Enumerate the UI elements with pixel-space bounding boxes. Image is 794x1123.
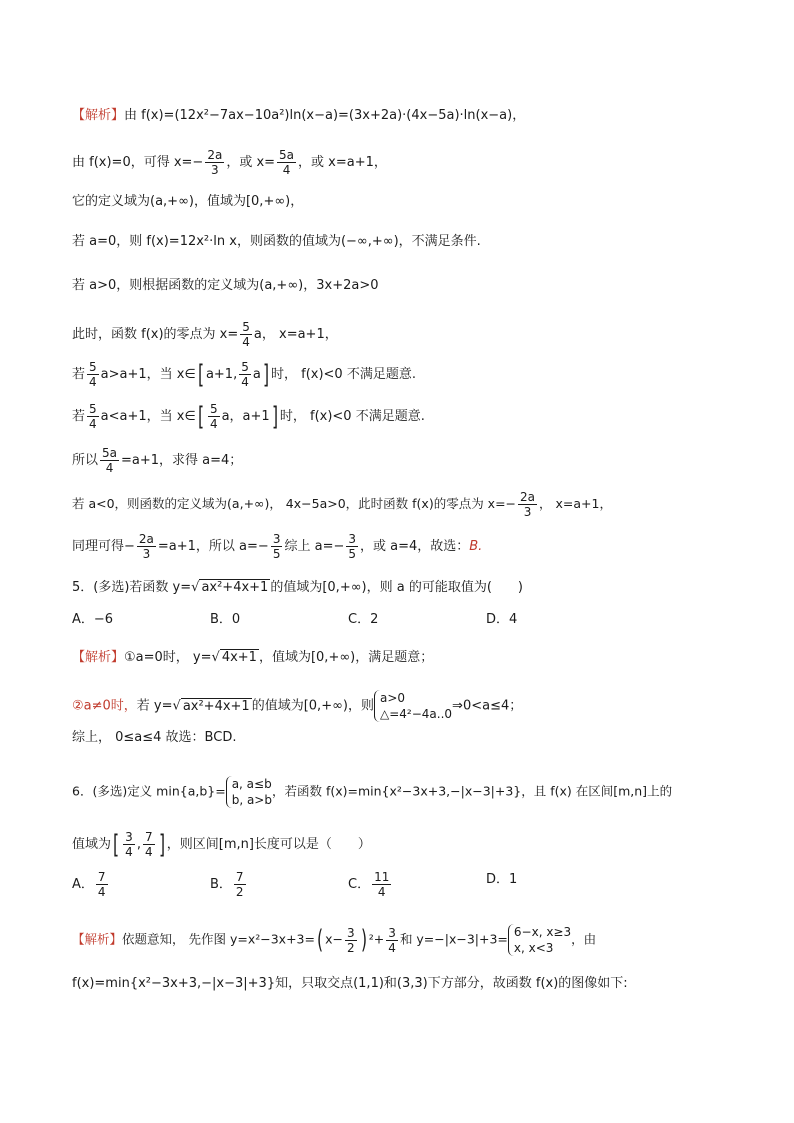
text: ，或 a=4，故选： xyxy=(360,539,470,554)
numerator: 5 xyxy=(89,360,97,374)
solution-label: 【解析】 xyxy=(72,650,125,665)
denominator: 4 xyxy=(242,335,250,349)
solution-line-10 xyxy=(72,490,612,519)
fraction xyxy=(137,532,156,561)
question-5-solution-2: ②a≠0时，若 y=√ ax²+4x+1 的值域为[0,+∞)，则 a>0 △=4²−4a..0 ⇒0<a≤4； xyxy=(72,691,523,721)
left-paren: ( xyxy=(317,925,324,955)
question-5-solution-3: 综上， 0≤a≤4 故选：BCD. xyxy=(72,730,237,745)
text: 由 f(x)=(12x²−7ax−10a²)ln(x−a)=(3x+2a)·(4x−5a)·ln(x−a)， xyxy=(124,108,526,123)
text: 若 xyxy=(72,409,86,424)
solution-label: 【解析】 xyxy=(72,108,125,123)
case-line: 6−x, x≥3 xyxy=(513,925,572,939)
text: ，或 x=a+1， xyxy=(298,155,387,170)
text: ²+ xyxy=(368,931,385,947)
denominator: 3 xyxy=(523,505,532,519)
text: 依题意知， 先作图 y=x²−3x+3= xyxy=(122,931,315,947)
solution-line-2 xyxy=(72,148,387,177)
left-bracket: [ xyxy=(197,401,204,432)
text: a>a+1，当 x∈ xyxy=(100,367,196,382)
text: a+1, xyxy=(205,367,238,382)
case-line: b, a>b xyxy=(231,793,272,807)
text: x− xyxy=(325,931,343,947)
solution-line-9 xyxy=(72,446,242,475)
numerator: 3 xyxy=(348,532,356,546)
text: 值域为 xyxy=(72,837,112,852)
text: 综上 a=− xyxy=(284,539,345,554)
numerator: 5 xyxy=(89,402,97,416)
denominator: 4 xyxy=(388,940,396,955)
option-letter: C． xyxy=(348,877,371,892)
case-line: a>0 xyxy=(380,691,406,705)
question-5-option-d: D．4 xyxy=(486,612,518,627)
radicand: ax²+4x+1 xyxy=(182,698,250,714)
fraction xyxy=(87,360,99,389)
text: 若 y= xyxy=(136,698,173,714)
case-brace xyxy=(374,690,452,722)
numerator: 11 xyxy=(374,870,390,884)
fraction xyxy=(372,870,391,899)
denominator: 4 xyxy=(97,885,106,899)
numerator: 7 xyxy=(144,830,153,844)
option-letter: A． xyxy=(72,877,94,892)
text: 时， f(x)<0 不满足题意. xyxy=(279,409,425,424)
solution-line-11 xyxy=(72,532,482,561)
text: 时， f(x)<0 不满足题意. xyxy=(270,367,416,382)
fraction xyxy=(386,926,398,955)
text: ①a=0时， y= xyxy=(124,650,212,665)
solution-line-8 xyxy=(72,402,425,431)
case-line: x, x<3 xyxy=(513,941,554,955)
text: 由 f(x)=0，可得 x=− xyxy=(72,155,204,170)
case-brace xyxy=(226,776,272,808)
solution-line-5: 若 a>0，则根据函数的定义域为(a,+∞)，3x+2a>0 xyxy=(72,278,379,293)
text: ⇒0<a≤4； xyxy=(452,698,523,714)
text: ， x=a+1， xyxy=(539,496,612,511)
denominator: 4 xyxy=(377,885,386,899)
text: ，值域为[0,+∞)，满足题意； xyxy=(258,650,434,665)
text: 的值域为[0,+∞)，则 a 的可能取值为( ) xyxy=(270,580,523,595)
denominator: 5 xyxy=(272,547,281,561)
text: ，若函数 f(x)=min{x²−3x+3,−|x−3|+3}，且 f(x) 在区间[m,n]上的 xyxy=(271,783,673,799)
question-5-option-a: A．−6 xyxy=(72,612,114,627)
solution-line-4: 若 a=0，则 f(x)=12x²·ln x，则函数的值域为(−∞,+∞)，不满足条件. xyxy=(72,234,481,249)
text: =a+1，所以 a=− xyxy=(157,539,269,554)
fraction xyxy=(205,148,224,177)
text: 所以 xyxy=(72,453,99,468)
fraction xyxy=(87,402,99,431)
text: 和 y=−|x−3|+3= xyxy=(399,931,508,947)
numerator: 7 xyxy=(97,870,106,884)
fraction xyxy=(346,532,358,561)
denominator: 2 xyxy=(347,940,355,955)
numerator: 5 xyxy=(242,320,250,334)
solution-line-7 xyxy=(72,360,416,389)
question-6-stem-line-2: 值域为[ $\frac{3}{4}$ , $\frac{7}{4}$ ] ，则区间[m,n]长度可以是（ ） xyxy=(72,829,371,860)
text: 若 xyxy=(72,367,86,382)
numerator: 2a xyxy=(520,490,536,504)
numerator: 7 xyxy=(235,870,244,884)
question-5-stem: 5．(多选)若函数 y=√ ax²+4x+1 的值域为[0,+∞)，则 a 的可能取值为( ) xyxy=(72,580,523,595)
denominator: 4 xyxy=(89,375,97,389)
numerator: 2a xyxy=(138,532,154,546)
right-paren: ) xyxy=(360,925,367,955)
numerator: 5 xyxy=(241,360,249,374)
question-6-option-d: D．1 xyxy=(486,872,518,887)
fraction xyxy=(240,320,252,349)
denominator: 3 xyxy=(142,547,151,561)
case-line: a, a≤b xyxy=(231,777,272,791)
left-bracket: [ xyxy=(113,829,120,860)
right-bracket: ] xyxy=(158,829,165,860)
answer-text: B. xyxy=(469,539,483,554)
text: a xyxy=(252,367,261,382)
solution-line-1 xyxy=(72,108,525,124)
fraction xyxy=(239,360,251,389)
denominator: 4 xyxy=(282,163,291,177)
denominator: 4 xyxy=(209,417,218,431)
denominator: 5 xyxy=(348,547,356,561)
denominator: 4 xyxy=(241,375,249,389)
text: a，a+1 xyxy=(221,409,270,424)
text: 若 a<0，则函数的定义域为(a,+∞)， 4x−5a>0，此时函数 f(x)的零点为 x=− xyxy=(72,496,517,511)
question-6-solution-1 xyxy=(72,924,596,956)
text: a<a+1，当 x∈ xyxy=(100,409,196,424)
numerator: 5a xyxy=(102,446,118,460)
fraction xyxy=(143,830,155,859)
fraction xyxy=(96,870,108,899)
question-6-option-b xyxy=(210,870,248,899)
numerator: 3 xyxy=(125,830,133,844)
question-5-option-b: B．0 xyxy=(210,612,241,627)
text: 6．(多选)定义 min{a,b}= xyxy=(72,783,226,799)
right-bracket: ] xyxy=(262,359,269,390)
fraction xyxy=(345,926,357,955)
fraction xyxy=(277,148,296,177)
numerator: 2a xyxy=(207,148,223,162)
fraction xyxy=(271,532,283,561)
left-bracket: [ xyxy=(197,359,204,390)
fraction xyxy=(234,870,246,899)
denominator: 4 xyxy=(144,845,153,859)
question-5-solution-1: 【解析】①a=0时， y=√ 4x+1 ，值域为[0,+∞)，满足题意； xyxy=(72,650,434,665)
text: =a+1，求得 a=4； xyxy=(121,453,243,468)
radicand: 4x+1 xyxy=(221,650,257,665)
text: 同理可得− xyxy=(72,539,135,554)
numerator: 3 xyxy=(272,532,281,546)
question-6-solution-2: f(x)=min{x²−3x+3,−|x−3|+3}知，只取交点(1,1)和(3,3)下方部分，故函数 f(x)的图像如下: xyxy=(72,976,628,991)
question-6-stem xyxy=(72,776,672,808)
fraction xyxy=(518,490,537,519)
fraction xyxy=(100,446,119,475)
denominator: 3 xyxy=(211,163,219,177)
text: 5．(多选)若函数 y= xyxy=(72,580,192,595)
denominator: 4 xyxy=(125,845,133,859)
denominator: 4 xyxy=(89,417,97,431)
text: ，则区间[m,n]长度可以是（ ） xyxy=(166,837,371,852)
text: ，由 xyxy=(571,931,597,947)
text: a， x=a+1， xyxy=(253,327,338,342)
solution-line-3: 它的定义域为(a,+∞)，值域为[0,+∞)， xyxy=(72,194,304,209)
text: 此时，函数 f(x)的零点为 x= xyxy=(72,327,239,342)
numerator: 3 xyxy=(347,925,355,940)
right-bracket: ] xyxy=(271,401,278,432)
question-6-option-a xyxy=(72,870,110,899)
denominator: 2 xyxy=(235,885,244,899)
solution-label: 【解析】 xyxy=(72,931,123,947)
numerator: 5a xyxy=(279,148,295,162)
option-letter: B． xyxy=(210,877,232,892)
question-5-option-c: C．2 xyxy=(348,612,379,627)
numerator: 5 xyxy=(209,402,218,416)
numerator: 3 xyxy=(388,925,396,940)
case-brace xyxy=(508,924,571,956)
radicand: ax²+4x+1 xyxy=(201,580,269,595)
fraction xyxy=(123,830,135,859)
fraction xyxy=(208,402,220,431)
text: 的值域为[0,+∞)，则 xyxy=(251,698,374,714)
text: ，或 x= xyxy=(226,155,276,170)
question-6-option-c xyxy=(348,870,393,899)
solution-line-6 xyxy=(72,320,338,349)
text: ②a≠0时， xyxy=(72,698,137,714)
denominator: 4 xyxy=(105,461,114,475)
case-line: △=4²−4a..0 xyxy=(380,707,453,721)
